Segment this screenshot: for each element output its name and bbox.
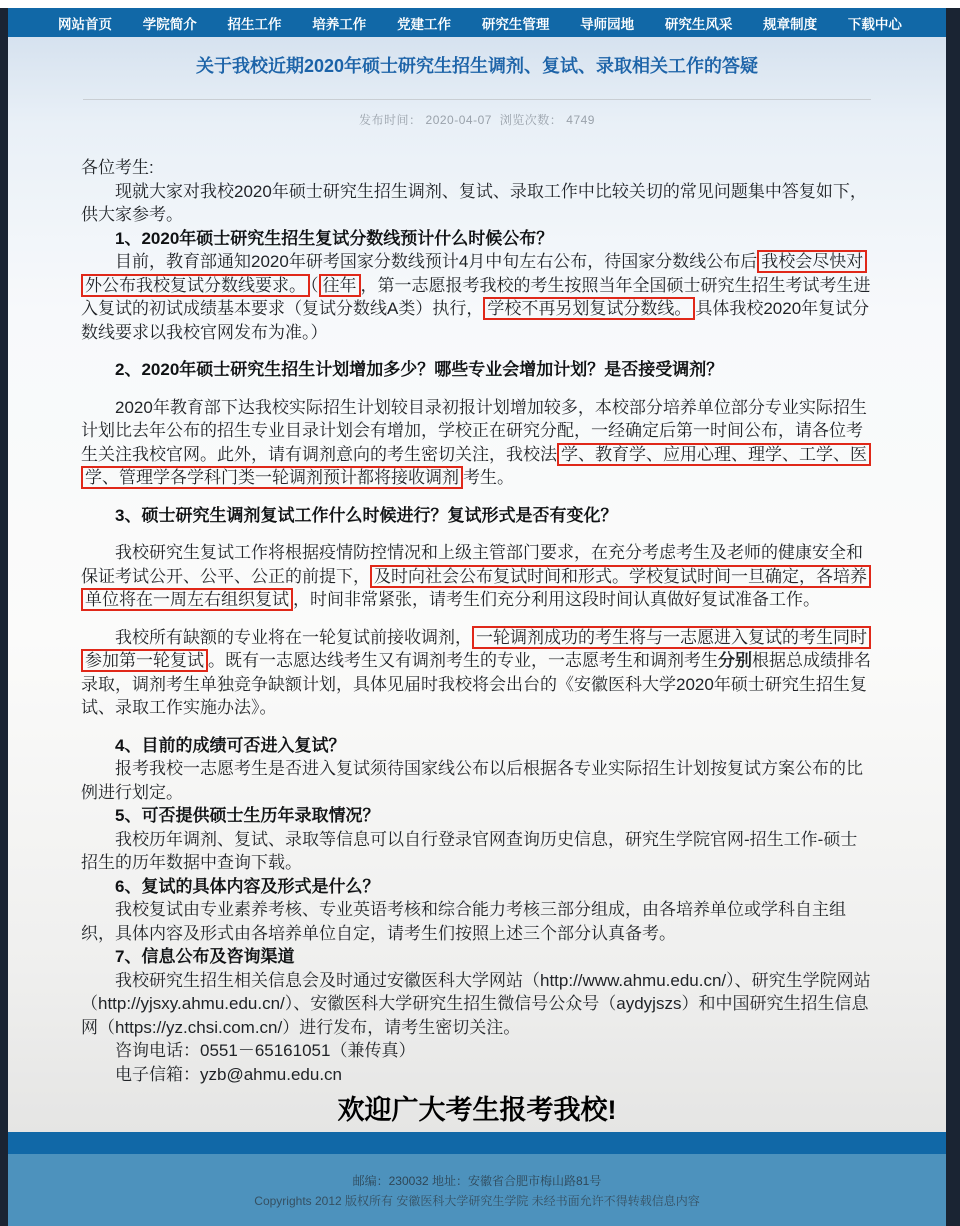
article [81,55,873,1126]
highlight-box: 我校会尽快对外公布我校复试分数线要求。 [81,250,867,297]
highlight-box: 学、教育学、应用心理、理学、工学、医学、管理学各学科门类一轮调剂预计都将接收调剂 [81,443,871,490]
question-4-heading: 4、目前的成绩可否进入复试？ [115,735,346,755]
text-segment: ，第一志愿报考我校的考生按照当年全国硕士研究生招生考试考生进入复试的初试成绩基本要求（复试分数线A类）执行， [81,275,871,318]
nav-item-grad-management[interactable]: 研究生管理 [481,16,550,32]
text-segment: 考生。 [463,468,514,487]
nav-item-party-building[interactable]: 党建工作 [397,16,452,32]
text-segment: ，时间非常紧张，请考生们充分利用这段时间认真做好复试准备工作。 [293,590,820,609]
question-3-heading: 3、硕士研究生调剂复试工作什么时候进行？复试形式是否有变化？ [115,505,618,525]
question-3-answer-p1 [81,541,873,612]
question-5-answer: 我校历年调剂、复试、录取等信息可以自行登录官网查询历史信息，研究生学院官网-招生工作-硕士招生的历年数据中查询下载。 [81,829,858,872]
nav-item-student-style[interactable]: 研究生风采 [664,16,733,32]
footer-accent-bar [8,1132,946,1154]
question-1-answer [81,250,873,344]
publish-date: 2020-04-07 [425,113,492,127]
footer-address: 邮编：230032 地址：安徽省合肥市梅山路81号 [352,1174,602,1188]
nav-item-college-intro[interactable]: 学院简介 [142,16,197,32]
nav-item-supervisor-garden[interactable]: 导师园地 [580,16,635,32]
footer-copyright: Copyrights 2012 版权所有 安徽医科大学研究生学院 未经书面允许不得转载信息内容 [254,1194,700,1208]
text-segment: 我校所有缺额的专业将在一轮复试前接收调剂， [115,627,472,647]
main-navigation [8,8,946,37]
contact-email: 电子信箱：yzb@ahmu.edu.cn [115,1064,343,1084]
nav-item-home[interactable]: 网站首页 [58,16,112,32]
text-segment: 目前，教育部通知2020年研考国家分数线预计4月中旬左右公布，待国家分数线公布后 [115,252,758,271]
question-2-answer [81,396,873,490]
publish-label: 发布时间： [359,113,422,127]
views-count: 4749 [566,113,595,127]
nav-item-admissions[interactable]: 招生工作 [227,16,282,32]
top-white-strip [0,0,960,8]
page-footer [8,1154,946,1226]
nav-item-downloads[interactable]: 下载中心 [847,16,902,32]
page-title: 关于我校近期2020年硕士研究生招生调剂、复试、录取相关工作的答疑 [195,56,759,76]
text-segment: 2020年教育部下达我校实际招生计划较目录初报计划增加较多，本校部分培养单位部分专业实际招生计划比去年公布的招生专业目录计划会有增加，学校正在研究分配，一经确定后第一时间公布，请各位考生关注我校官网。此外，请有调剂意向的考生密切关注，我校法 [81,397,867,464]
page-container [8,8,946,1226]
text-segment: 。既有一志愿达线考生又有调剂考生的专业，一志愿考生和调剂考生 [208,651,718,670]
welcome-banner: 欢迎广大考生报考我校! [337,1095,617,1125]
content-area [8,37,946,1132]
question-7-answer: 我校研究生招生相关信息会及时通过安徽医科大学网站（http://www.ahmu.edu.cn/）、研究生学院网站（http://yjsxy.ahmu.edu.cn/）、安徽医科大学研究生招生微信号公众号（aydyjszs）和中国研究生招生信息网（https://yz.chsi.com.cn/）进行发布，请考生密切关注。 [81,970,871,1037]
publish-meta [81,111,873,128]
highlight-box: 一轮调剂成功的考生将与一志愿进入复试的考生同时参加第一轮复试 [81,626,871,673]
text-segment: （ [310,275,319,295]
text-segment: 我校研究生复试工作将根据疫情防控情况和上级主管部门要求，在充分考虑考生及老师的健康安全和保证考试公开、公平、公正的前提下， [81,543,863,586]
nav-item-regulations[interactable]: 规章制度 [763,16,818,32]
text-segment: 具体我校2020年复试分数线要求以我校官网发布为准。） [81,299,870,342]
intro-paragraph: 现就大家对我校2020年硕士研究生招生调剂、复试、录取工作中比较关切的常见问题集中答复如下，供大家参考。 [81,181,867,224]
article-body [81,156,873,1086]
views-label: 浏览次数： [499,113,563,127]
highlight-box: 及时向社会公布复试时间和形式。学校复试时间一旦确定，各培养单位将在一周左右组织复试 [81,565,871,612]
divider [83,99,871,100]
question-4-answer: 报考我校一志愿考生是否进入复试须待国家线公布以后根据各专业实际招生计划按复试方案公布的比例进行划定。 [81,759,863,802]
highlight-box: 往年 [319,274,361,297]
salutation: 各位考生: [81,158,154,177]
question-1-heading: 1、2020年硕士研究生招生复试分数线预计什么时候公布？ [115,228,554,248]
question-2-heading: 2、2020年硕士研究生招生计划增加多少？哪些专业会增加计划？是否接受调剂？ [115,360,724,379]
nav-item-training[interactable]: 培养工作 [312,16,367,32]
contact-phone: 咨询电话：0551－65161051（兼传真） [115,1041,416,1060]
text-segment: 根据总成绩排名录取，调剂考生单独竞争缺额计划，具体见届时我校将会出台的《安徽医科大学2020年硕士研究生招生复试、录取工作实施办法》。 [81,651,871,717]
question-6-answer: 我校复试由专业素养考核、专业英语考核和综合能力考核三部分组成，由各培养单位或学科自主组织，具体内容及形式由各培养单位自定，请考生们按照上述三个部分认真备考。 [81,900,846,943]
question-3-answer-p2 [81,626,873,720]
question-5-heading: 5、可否提供硕士生历年录取情况？ [115,806,380,825]
highlight-box: 学校不再另划复试分数线。 [483,297,695,320]
bold-text: 分别 [718,651,752,670]
question-6-heading: 6、复试的具体内容及形式是什么？ [115,876,380,896]
question-7-heading: 7、信息公布及咨询渠道 [115,947,295,966]
